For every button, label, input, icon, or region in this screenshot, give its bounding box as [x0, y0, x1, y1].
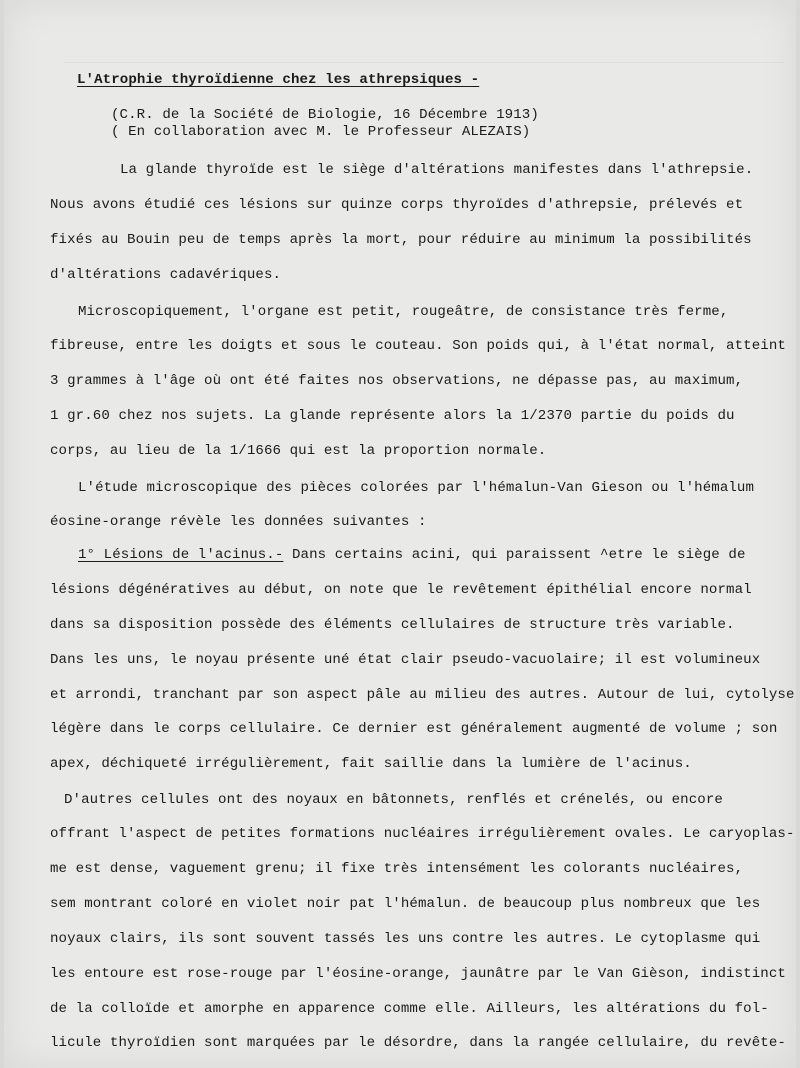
- document-title: L'Atrophie thyroïdienne chez les athrepsiques -: [77, 72, 480, 88]
- paragraph-5-line-6: les entoure est rose-rouge par l'éosine-orange, jaunâtre par le Van Gièson, indistinct: [50, 966, 786, 982]
- subtitle-line-2: ( En collaboration avec M. le Professeur ALEZAIS): [111, 124, 531, 140]
- document-body: [4, 0, 796, 1068]
- paragraph-1-line-3: fixés au Bouin peu de temps après la mort, pour réduire au minimum la possibilités: [50, 232, 752, 248]
- paragraph-2-line-2: fibreuse, entre les doigts et sous le couteau. Son poids qui, à l'état normal, atteint: [50, 338, 786, 354]
- paragraph-5-line-7: de la colloïde et amorphe en apparence comme elle. Ailleurs, les altérations du fol-: [50, 1001, 769, 1017]
- paragraph-4-line-3: dans sa disposition possède des éléments cellulaires de structure très variable.: [50, 617, 735, 633]
- document-page: [4, 0, 796, 1068]
- paragraph-5-line-8: licule thyroïdien sont marquées par le désordre, dans la rangée cellulaire, du revête-: [50, 1035, 786, 1051]
- paragraph-4-line-2: lésions dégénératives au début, on note que le revêtement épithélial encore normal: [50, 582, 752, 598]
- paragraph-5-line-1: D'autres cellules ont des noyaux en bâtonnets, renflés et crénelés, ou encore: [64, 792, 723, 808]
- paragraph-5-line-5: noyaux clairs, ils sont souvent tassés les uns contre les autres. Le cytoplasme qui: [50, 931, 761, 947]
- paragraph-5-line-3: me est dense, vaguement grenu; il fixe très intensément les colorants nucléaires,: [50, 861, 744, 877]
- paragraph-4-line-6: légère dans le corps cellulaire. Ce dernier est généralement augmenté de volume ; son: [50, 721, 778, 737]
- paragraph-4-line-5: et arrondi, tranchant par son aspect pâle au milieu des autres. Autour de lui, cytolyse: [50, 687, 795, 703]
- paragraph-2-line-3: 3 grammes à l'âge où ont été faites nos observations, ne dépasse pas, au maximum,: [50, 373, 744, 389]
- paragraph-2-line-4: 1 gr.60 chez nos sujets. La glande représente alors la 1/2370 partie du poids du: [50, 408, 735, 424]
- paragraph-4-line-7: apex, déchiqueté irrégulièrement, fait saillie dans la lumière de l'acinus.: [50, 756, 692, 772]
- paragraph-5-line-2: offrant l'aspect de petites formations nucléaires irrégulièrement ovales. Le caryoplas-: [50, 826, 795, 842]
- paragraph-4-line-1: Dans certains acini, qui paraissent ^etre le siège de: [283, 547, 746, 563]
- subtitle-line-1: (C.R. de la Société de Biologie, 16 Décembre 1913): [111, 107, 539, 123]
- section-1-heading: 1° Lésions de l'acinus.-: [78, 547, 284, 563]
- paragraph-3-line-1: L'étude microscopique des pièces colorées par l'hémalun-Van Gieson ou l'hémalum: [78, 480, 755, 496]
- paragraph-2-line-1: Microscopiquement, l'organe est petit, rougeâtre, de consistance très ferme,: [78, 304, 729, 320]
- paragraph-1-line-4: d'altérations cadavériques.: [50, 267, 282, 283]
- paragraph-1-line-2: Nous avons étudié ces lésions sur quinze corps thyroïdes d'athrepsie, prélevés et: [50, 197, 744, 213]
- paragraph-4-line-4: Dans les uns, le noyau présente uné état clair pseudo-vacuolaire; il est volumineux: [50, 652, 761, 668]
- paragraph-3-line-2: éosine-orange révèle les données suivantes :: [50, 514, 427, 530]
- paragraph-5-line-4: sem montrant coloré en violet noir pat l'hémalun. de beaucoup plus nombreux que les: [50, 896, 761, 912]
- section-1-line: [78, 547, 746, 563]
- paragraph-2-line-5: corps, au lieu de la 1/1666 qui est la proportion normale.: [50, 443, 547, 459]
- paragraph-1-line-1: La glande thyroïde est le siège d'altérations manifestes dans l'athrepsie.: [120, 162, 754, 178]
